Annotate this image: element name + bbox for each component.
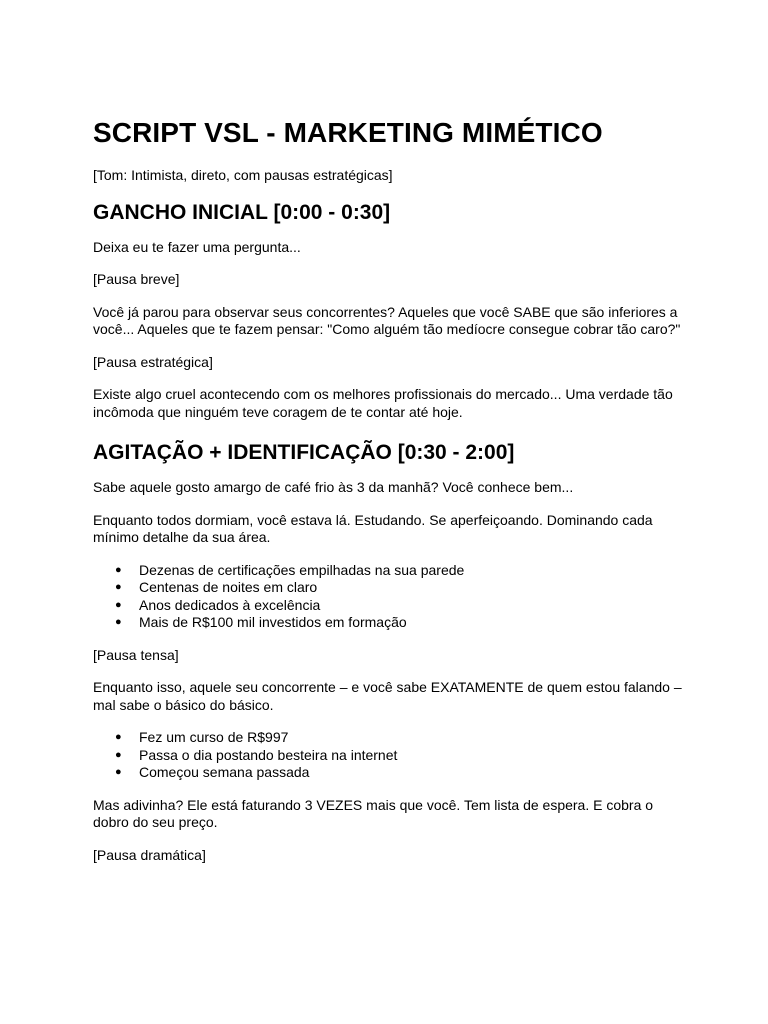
pause-note: [Pausa estratégica] (93, 353, 213, 370)
list-item-text: Anos dedicados à excelência (139, 596, 321, 613)
paragraph: Sabe aquele gosto amargo de café frio às 3 da manhã? Você conhece bem... (93, 479, 574, 495)
bullet-icon: ● (115, 766, 122, 778)
list-item-text: Começou semana passada (139, 764, 310, 780)
section-heading-agitacao: AGITAÇÃO + IDENTIFICAÇÃO [0:30 - 2:00] (93, 441, 515, 464)
bullet-icon: ● (115, 598, 122, 611)
list-item (93, 729, 683, 747)
bullet-icon: ● (115, 563, 122, 576)
list-item (93, 764, 683, 782)
paragraph: Deixa eu te fazer uma pergunta... (93, 238, 301, 255)
list-item (93, 747, 683, 765)
list-item-text: Passa o dia postando besteira na internet (139, 746, 398, 763)
pause-note: [Pausa breve] (93, 271, 180, 287)
bullet-list-competitor (93, 729, 683, 782)
bullet-list-credentials (93, 562, 683, 632)
paragraph: Existe algo cruel acontecendo com os melhores profissionais do mercado... Uma verdade tão incômoda que ninguém teve coragem de te contar até hoje. (93, 386, 673, 420)
pause-note: [Pausa tensa] (93, 646, 179, 663)
paragraph: Mas adivinha? Ele está faturando 3 VEZES mais que você. Tem lista de espera. E cobra o dobro do seu preço. (93, 796, 654, 830)
document-page (93, 113, 683, 864)
list-item (93, 614, 683, 632)
list-item (93, 562, 683, 580)
list-item (93, 579, 683, 597)
list-item-text: Fez um curso de R$997 (139, 729, 289, 745)
pause-note: [Pausa dramática] (93, 846, 206, 863)
list-item-text: Mais de R$100 mil investidos em formação (139, 614, 407, 630)
list-item (93, 597, 683, 615)
bullet-icon: ● (115, 616, 122, 628)
bullet-icon: ● (115, 748, 122, 761)
bullet-icon: ● (115, 731, 122, 743)
paragraph: Enquanto isso, aquele seu concorrente – e você sabe EXATAMENTE de quem estou falando – mal sabe o básico do básico. (93, 679, 682, 713)
section-heading-gancho: GANCHO INICIAL [0:00 - 0:30] (93, 200, 391, 224)
list-item-text: Centenas de noites em claro (139, 579, 318, 595)
document-title: SCRIPT VSL - MARKETING MIMÉTICO (93, 117, 603, 148)
paragraph: Enquanto todos dormiam, você estava lá. Estudando. Se aperfeiçoando. Dominando cada mínimo detalhe da sua área. (93, 511, 653, 545)
tone-note: [Tom: Intimista, direto, com pausas estratégicas] (93, 167, 393, 183)
bullet-icon: ● (115, 581, 122, 593)
list-item-text: Dezenas de certificações empilhadas na sua parede (139, 561, 465, 578)
paragraph: Você já parou para observar seus concorrentes? Aqueles que você SABE que são inferiores a você... Aqueles que te fazem pensar: "Como alguém tão medíocre consegue cobrar tão caro?" (93, 303, 681, 337)
